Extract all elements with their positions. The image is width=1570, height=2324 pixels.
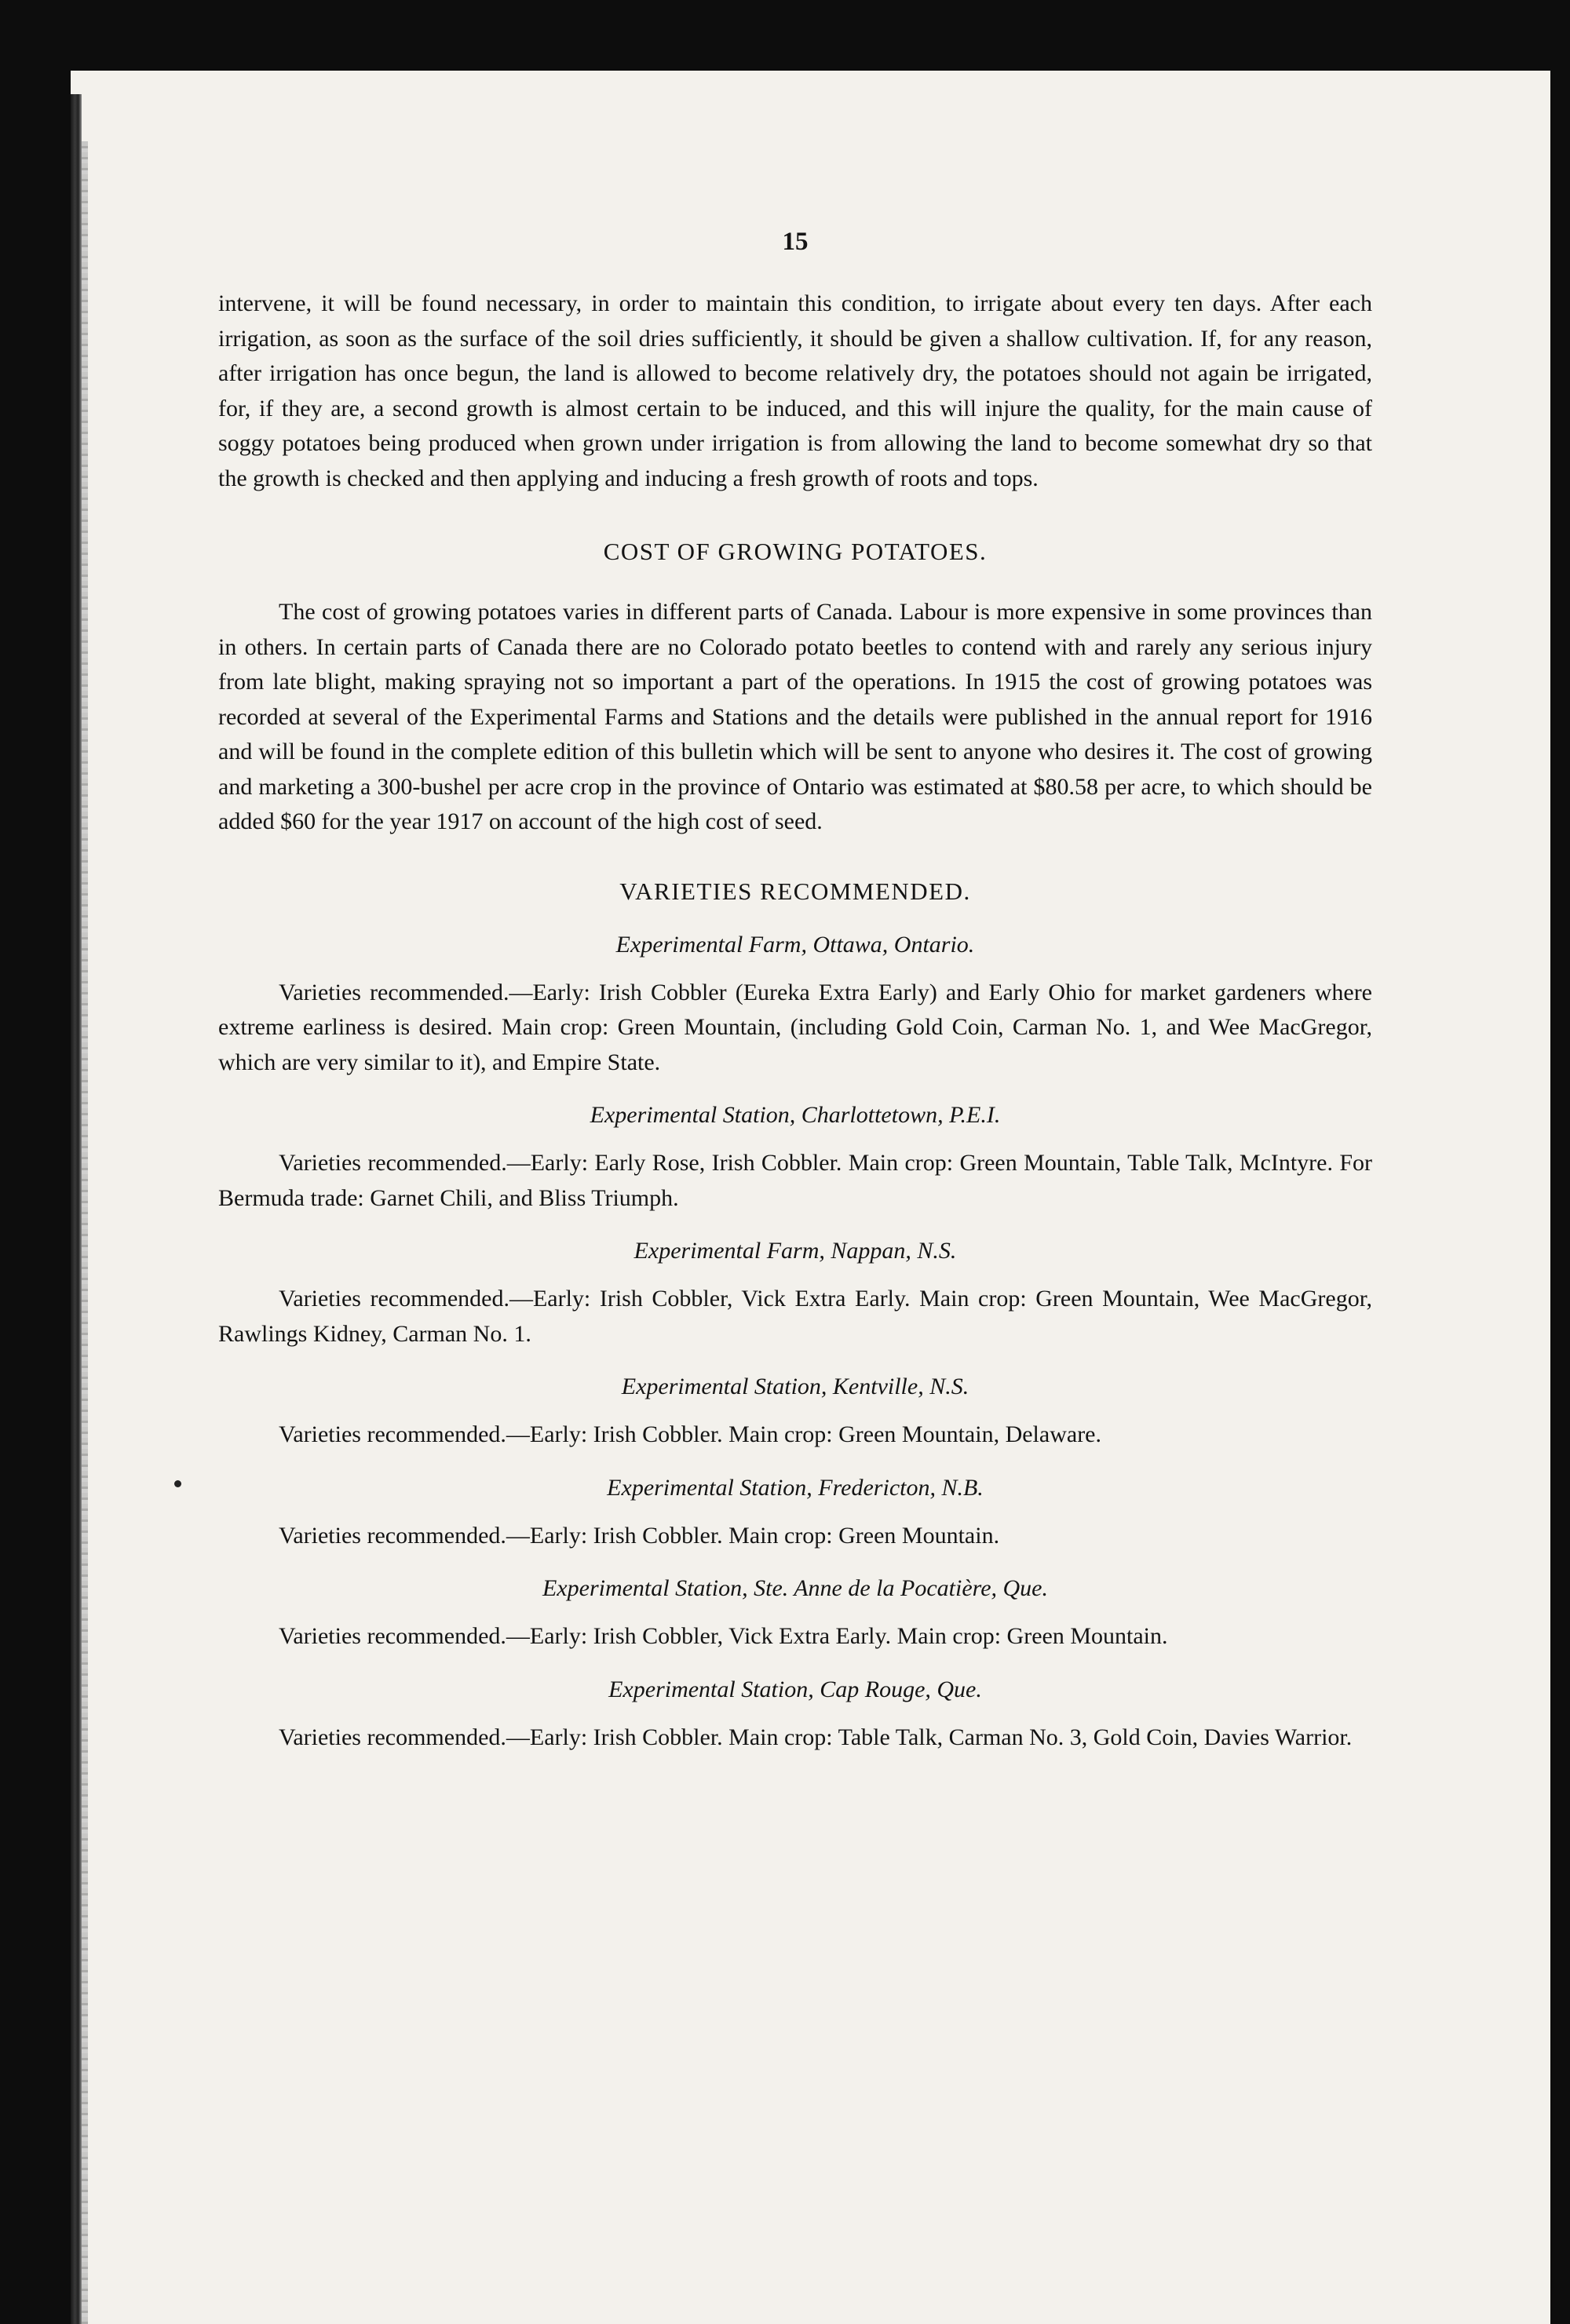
station-heading-nappan: Experimental Farm, Nappan, N.S. (633, 1238, 957, 1264)
station-heading-ste-anne: Experimental Station, Ste. Anne de la Pocatière, Que. (542, 1575, 1048, 1601)
station-heading-cap-rouge: Experimental Station, Cap Rouge, Que. (608, 1676, 982, 1702)
intro-paragraph: intervene, it will be found necessary, in order to maintain this condition, to irrigate about every ten days. After each irrigation, as soon as the surface of the soil dries sufficiently, it should be given a shallow cultivation. If, for any reason, after irrigation has once begun, the land is allowed to become relatively dry, the potatoes should not again be irrigated, for, if they are, a second growth is almost certain to be induced, and this will injure the quality, for the main cause of soggy potatoes being produced when grown under irrigation is from allowing the land to become somewhat dry so that the growth is checked and then applying and inducing a fresh growth of roots and tops. (218, 290, 1372, 491)
margin-mark (174, 1480, 181, 1487)
station-text-nappan: Varieties recommended.—Early: Irish Cobbler, Vick Extra Early. Main crop: Green Mountain, Wee MacGregor, Rawlings Kidney, Carman No. 1. (218, 1286, 1372, 1347)
cost-heading: COST OF GROWING POTATOES. (603, 538, 988, 565)
station-text-cap-rouge: Varieties recommended.—Early: Irish Cobbler. Main crop: Table Talk, Carman No. 3, Gold Coin, Davies Warrior. (279, 1724, 1353, 1750)
station-heading-ottawa: Experimental Farm, Ottawa, Ontario. (615, 931, 975, 958)
page-number: 15 (782, 228, 809, 256)
station-text-fredericton: Varieties recommended.—Early: Irish Cobbler. Main crop: Green Mountain. (279, 1522, 1000, 1549)
page-content (218, 229, 1372, 1755)
varieties-heading: VARIETIES RECOMMENDED. (619, 877, 971, 905)
station-text-kentville: Varieties recommended.—Early: Irish Cobbler. Main crop: Green Mountain, Delaware. (279, 1421, 1101, 1447)
station-text-charlottetown: Varieties recommended.—Early: Early Rose, Irish Cobbler. Main crop: Green Mountain, Table Talk, McIntyre. For Bermuda trade: Garnet Chili, and Bliss Triumph. (218, 1150, 1372, 1211)
cost-paragraph: The cost of growing potatoes varies in different parts of Canada. Labour is more expensive in some provinces than in others. In certain parts of Canada there are no Colorado potato beetles to contend with and rarely any serious injury from late blight, making spraying not so important a part of the operations. In 1915 the cost of growing potatoes was recorded at several of the Experimental Farms and Stations and the details were published in the annual report for 1916 and will be found in the complete edition of this bulletin which will be sent to anyone who desires it. The cost of growing and marketing a 300-bushel per acre crop in the province of Ontario was estimated at $80.58 per acre, to which should be added $60 for the year 1917 on account of the high cost of seed. (218, 599, 1372, 834)
station-heading-fredericton: Experimental Station, Fredericton, N.B. (607, 1474, 984, 1501)
page-binding-edge (82, 141, 88, 2324)
station-heading-kentville: Experimental Station, Kentville, N.S. (621, 1374, 969, 1399)
station-heading-charlottetown: Experimental Station, Charlottetown, P.E.I. (590, 1102, 1001, 1128)
page-binding-shadow (71, 94, 82, 2324)
station-text-ottawa: Varieties recommended.—Early: Irish Cobbler (Eureka Extra Early) and Early Ohio for market gardeners where extreme earliness is desired. Main crop: Green Mountain, (including Gold Coin, Carman No. 1, and Wee MacGregor, which are very similar to it), and Empire State. (218, 979, 1372, 1075)
station-text-ste-anne: Varieties recommended.—Early: Irish Cobbler, Vick Extra Early. Main crop: Green Mountain. (279, 1623, 1168, 1649)
